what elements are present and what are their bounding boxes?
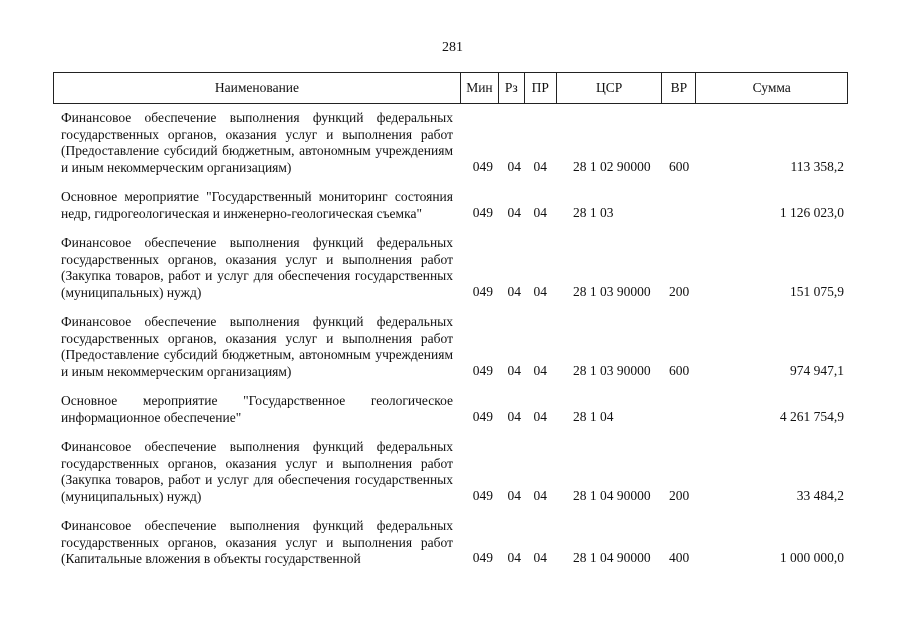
- row-min: 049: [472, 204, 493, 220]
- row-csr: 28 1 03: [573, 204, 614, 220]
- row-sum: 4 261 754,9: [779, 408, 844, 424]
- row-name: Финансовое обеспечение выполнения функций федеральных государственных органов, оказания услуг и выполнения работ (Предоставление субсидий бюджетным, автономным учреждениям и иным некоммерческим организациям): [61, 110, 453, 175]
- header-rz: Рз: [499, 73, 525, 103]
- row-min: 049: [472, 283, 493, 299]
- table-row: [53, 314, 848, 380]
- row-csr: 28 1 03 90000: [573, 362, 651, 378]
- header-sum: Сумма: [752, 80, 791, 95]
- row-min: 049: [472, 362, 493, 378]
- row-name: Финансовое обеспечение выполнения функций федеральных государственных органов, оказания услуг и выполнения работ (Капитальные вложения в объекты государственной: [61, 518, 453, 566]
- row-pr: 04: [533, 550, 547, 565]
- row-pr: 04: [533, 283, 547, 299]
- row-pr: 04: [533, 158, 547, 174]
- row-rz: 04: [507, 408, 521, 424]
- row-sum: 113 358,2: [790, 158, 844, 174]
- row-rz: 04: [507, 550, 521, 565]
- row-pr: 04: [533, 362, 547, 378]
- row-pr: 04: [533, 204, 547, 220]
- row-min: 049: [472, 550, 493, 565]
- row-csr: 28 1 02 90000: [573, 158, 651, 174]
- row-sum: 33 484,2: [796, 487, 844, 503]
- row-name: Основное мероприятие "Государственное геологическое информационное обеспечение": [61, 393, 453, 425]
- row-csr: 28 1 04 90000: [573, 550, 651, 565]
- row-min: 049: [472, 158, 493, 174]
- row-pr: 04: [533, 408, 547, 424]
- row-vr: [661, 425, 697, 426]
- row-csr: 28 1 04: [573, 408, 614, 424]
- row-sum: 1 000 000,0: [779, 550, 844, 565]
- row-vr: 200: [669, 283, 690, 299]
- row-rz: 04: [507, 283, 521, 299]
- row-sum: 1 126 023,0: [779, 204, 844, 220]
- table-row: [53, 189, 848, 222]
- header-vr: ВР: [662, 73, 696, 103]
- row-vr: 400: [669, 550, 690, 565]
- table-header: [53, 72, 848, 104]
- row-vr: 200: [669, 487, 690, 503]
- table-row: [53, 110, 848, 176]
- table-body: [53, 110, 848, 581]
- row-min: 049: [472, 408, 493, 424]
- page-number: 281: [442, 40, 463, 55]
- table-row: [53, 393, 848, 426]
- row-sum: 151 075,9: [790, 283, 844, 299]
- table-row: [53, 235, 848, 301]
- row-vr: 600: [669, 362, 690, 378]
- row-name: Основное мероприятие "Государственный мониторинг состояния недр, гидрогеологическая и инженерно-геологическая съемка": [61, 189, 453, 221]
- header-name: Наименование: [54, 73, 461, 103]
- table-row: [53, 518, 848, 568]
- header-min: Мин: [461, 73, 499, 103]
- row-min: 049: [472, 487, 493, 503]
- row-vr: 600: [669, 158, 690, 174]
- row-rz: 04: [507, 362, 521, 378]
- row-vr: [661, 221, 697, 222]
- row-name: Финансовое обеспечение выполнения функций федеральных государственных органов, оказания услуг и выполнения работ (Предоставление субсидий бюджетным, автономным учреждениям и иным некоммерческим организациям): [61, 314, 453, 379]
- row-sum: 974 947,1: [790, 362, 844, 378]
- row-rz: 04: [507, 487, 521, 503]
- row-csr: 28 1 03 90000: [573, 283, 651, 299]
- row-name: Финансовое обеспечение выполнения функций федеральных государственных органов, оказания услуг и выполнения работ (Закупка товаров, работ и услуг для обеспечения государственных (муниципальных) нужд): [61, 235, 453, 300]
- row-rz: 04: [507, 204, 521, 220]
- row-pr: 04: [533, 487, 547, 503]
- row-rz: 04: [507, 158, 521, 174]
- row-name: Финансовое обеспечение выполнения функций федеральных государственных органов, оказания услуг и выполнения работ (Закупка товаров, работ и услуг для обеспечения государственных (муниципальных) нужд): [61, 439, 453, 504]
- row-csr: 28 1 04 90000: [573, 487, 651, 503]
- header-pr: ПР: [525, 73, 557, 103]
- table-row: [53, 439, 848, 505]
- header-csr: ЦСР: [557, 73, 663, 103]
